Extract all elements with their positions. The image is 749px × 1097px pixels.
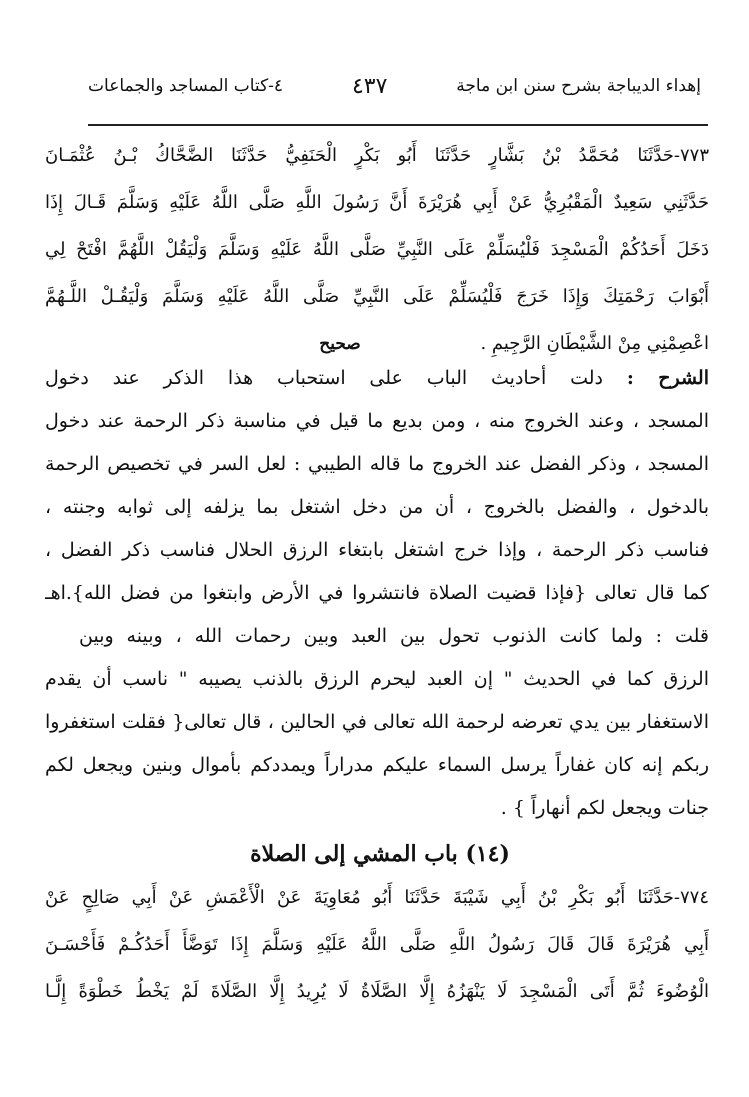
commentary-line: الرزق كما في الحديث " إن العبد ليحرم الرزق بالذنب يصيبه " ناسب أن يقدم	[45, 668, 709, 690]
chapter-heading: (١٤) باب المشي إلى الصلاة	[250, 841, 510, 867]
commentary-line: بالدخول ، والفضل بالخروج ، أن من دخل اشتغل بما يزلفه إلى ثوابه وجنته ،	[45, 496, 709, 518]
commentary-line: كما قال تعالى {فإذا قضيت الصلاة فانتشروا في الأرض وابتغوا من فضل الله}.اهـ	[45, 582, 709, 604]
commentary-text: دلت أحاديث الباب على استحباب هذا الذكر عند دخول	[45, 367, 603, 389]
commentary-line: المسجد ، وعند الخروج منه ، ومن بديع ما قيل في مناسبة ذكر الرحمة عند دخول	[45, 410, 709, 432]
commentary-line	[45, 358, 709, 398]
commentary-line: المسجد ، وذكر الفضل عند الخروج ما قاله الطيبي : لعل السر في تخصيص الرحمة	[45, 453, 709, 475]
hadith-773-line: اعْصِمْنِي مِنْ الشَّيْطَانِ الرَّجِيمِ .	[480, 333, 709, 354]
hadith-774-line: ٧٧٤-حَدَّثَنَا أَبُو بَكْرِ بْنُ أَبِي شَيْبَةَ حَدَّثَنَا أَبُو مُعَاوِيَةَ عَنْ الْأَعْمَشِ عَنْ أَبِي صَالِحٍ عَنْ	[45, 887, 709, 908]
hadith-773-line: ٧٧٣-حَدَّثَنَا مُحَمَّدُ بْنُ بَشَّارٍ حَدَّثَنَا أَبُو بَكْرٍ الْحَنَفِيُّ حَدَّثَنَا الضَّحَّاكُ بْـنُ عُثْمَـانَ	[45, 145, 709, 166]
commentary-label: الشرح :	[626, 367, 709, 389]
commentary-line: الاستغفار بين يدي تعرضه لرحمة الله تعالى في الحالين ، قال تعالى{ فقلت استغفروا	[45, 711, 709, 733]
header-divider	[88, 124, 708, 126]
header-chapter-title: ٤-كتاب المساجد والجماعات	[88, 76, 284, 96]
header-book-title: إهداء الديباجة بشرح سنن ابن ماجة	[456, 76, 701, 96]
hadith-774-line: الْوُضُوءَ ثُمَّ أَتَى الْمَسْجِدَ لَا يَنْهَزُهُ إِلَّا الصَّلَاةُ لَا يُرِيدُ إِلَّا الصَّلَاةَ لَمْ يَخْطُ خَطْوَةً إِلَّـا	[45, 981, 709, 1002]
commentary-line: ربكم إنه كان غفاراً يرسل السماء عليكم مدراراً ويمددكم بأموال وبنين ويجعل لكم	[45, 754, 709, 776]
hadith-grade: صحيح	[319, 334, 361, 354]
hadith-773-line: حَدَّثَنِي سَعِيدٌ الْمَقْبُرِيُّ عَنْ أَبِي هُرَيْرَةَ أَنَّ رَسُولَ اللَّهِ صَلَّى اللَّهُ عَلَيْهِ وَسَلَّمَ قَـالَ إِذَا	[45, 192, 709, 213]
hadith-774-line: أَبِي هُرَيْرَةَ قَالَ قَالَ رَسُولُ اللَّهِ صَلَّى اللَّهُ عَلَيْهِ وَسَلَّمَ إِذَا تَوَضَّأَ أَحَدُكُـمْ فَأَحْسَـنَ	[45, 934, 709, 955]
hadith-773-line: أَبْوَابَ رَحْمَتِكَ وَإِذَا خَرَجَ فَلْيُسَلِّمْ عَلَى النَّبِيِّ صَلَّى اللَّهُ عَلَيْهِ وَسَلَّمَ وَلْيَقُـلْ اللَّـهُمَّ	[45, 286, 709, 307]
commentary-line: فناسب ذكر الرحمة ، وإذا خرج اشتغل بابتغاء الرزق الحلال فناسب ذكر الفضل ،	[45, 539, 709, 561]
page-number: ٤٣٧	[351, 73, 388, 99]
hadith-773-line: دَخَلَ أَحَدُكُمْ الْمَسْجِدَ فَلْيُسَلِّمْ عَلَى النَّبِيِّ صَلَّى اللَّهُ عَلَيْهِ وَسَلَّمَ وَلْيَقُلْ اللَّهُمَّ افْتَحْ لِي	[45, 239, 709, 260]
commentary-line: قلت : ولما كانت الذنوب تحول بين العبد وبين رحمات الله ، وبينه وبين	[79, 625, 709, 647]
running-header	[88, 66, 701, 106]
commentary-line: جنات ويجعل لكم أنهاراً } .	[500, 797, 709, 819]
